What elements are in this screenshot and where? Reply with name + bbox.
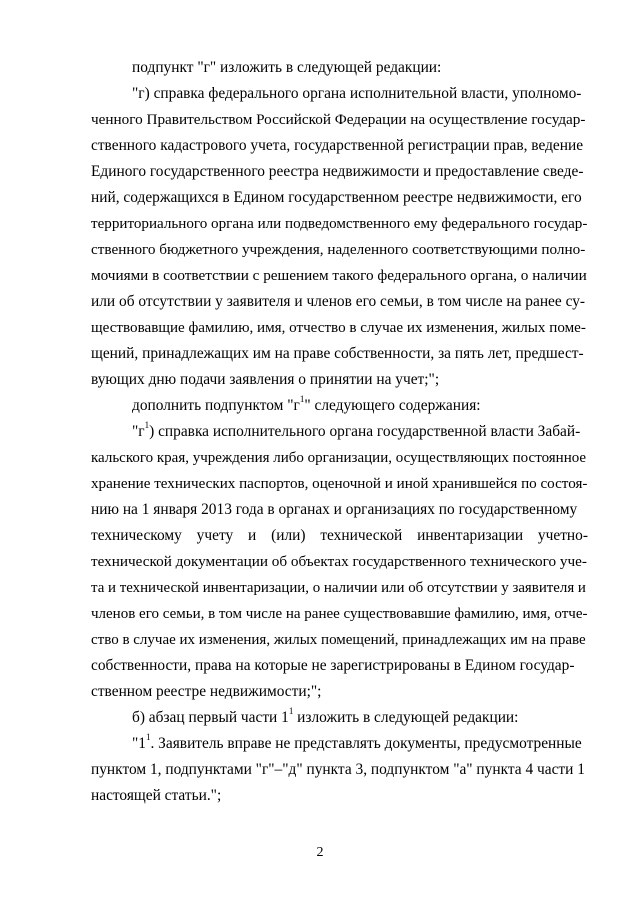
quote-line: ственного бюджетного учреждения, наделенного соответствующими полно- bbox=[91, 241, 586, 258]
quote-line: "г) справка федерального органа исполнительной власти, уполномо- bbox=[132, 85, 582, 102]
quote-line: Единого государственного реестра недвижимости и предоставление сведе- bbox=[91, 163, 584, 180]
quote-line: ственном реестре недвижимости;"; bbox=[91, 683, 322, 700]
quote-line: "$1^1$. Заявитель вправе не представлять документы, предусмотренные bbox=[132, 731, 582, 752]
quote-line: собственности, права на которые не зарегистрированы в Едином государ- bbox=[91, 657, 575, 674]
quote-line: щений, принадлежащих им на праве собственности, за пять лет, предшест- bbox=[91, 345, 584, 362]
quote-line: ство в случае их изменения, жилых помещений, принадлежащих им на праве bbox=[91, 632, 586, 648]
quote-line: нию на 1 января 2013 года в органах и организациях по государственному bbox=[91, 501, 578, 518]
quote-line: мочиями в соответствии с решением такого федерального органа, о наличии bbox=[91, 267, 587, 284]
quote-line: ченного Правительством Российской Федерации на осуществление государ- bbox=[91, 111, 586, 128]
page-number: 2 bbox=[316, 845, 324, 860]
quote-line-justified: техническому учету и (или) технической инвентаризации учетно- bbox=[91, 527, 588, 544]
paragraph-b: б) абзац первый части $1^1$ изложить в следующей редакции: bbox=[132, 705, 519, 726]
quote-line: пунктом 1, подпунктами "г"–"д" пункта 3, подпунктом "а" пункта 4 части 1 bbox=[91, 761, 585, 778]
quote-line: или об отсутствии у заявителя и членов его семьи, в том числе на ранее су- bbox=[91, 293, 586, 310]
quote-line: ществовавщие фамилию, имя, отчество в случае их изменения, жилых поме- bbox=[91, 320, 586, 336]
quote-line: кальского края, учреждения либо организации, осуществляющих постоянное bbox=[91, 450, 587, 466]
quote-line: "$г^1$) справка исполнительного органа государственной власти Забай- bbox=[132, 419, 581, 440]
quote-line: ственного кадастрового учета, государственной регистрации прав, ведение bbox=[91, 137, 584, 154]
quote-line: ний, содержащихся в Едином государственном реестре недвижимости, его bbox=[91, 189, 582, 206]
paragraph-intro: подпункт "г" изложить в следующей редакции: bbox=[132, 59, 442, 76]
quote-line: членов его семьи, в том числе на ранее существовавшие фамилию, имя, отче- bbox=[91, 606, 588, 622]
quote-line: та и технической инвентаризации, о наличии или об отсутствии у заявителя и bbox=[91, 580, 586, 596]
quote-line: территориального органа или подведомственного ему федерального государ- bbox=[91, 216, 588, 232]
quote-line: технической документации об объектах государственного технического уче- bbox=[91, 553, 587, 570]
quote-line: хранение технических паспортов, оценочной и иной хранившейся по состоя- bbox=[91, 476, 588, 492]
paragraph-addition: дополнить подпунктом "$г^1$" следующего содержания: bbox=[132, 393, 481, 414]
quote-line: настоящей статьи."; bbox=[91, 787, 222, 804]
quote-line: вующих дню подачи заявления о принятии на учет;"; bbox=[91, 371, 440, 388]
